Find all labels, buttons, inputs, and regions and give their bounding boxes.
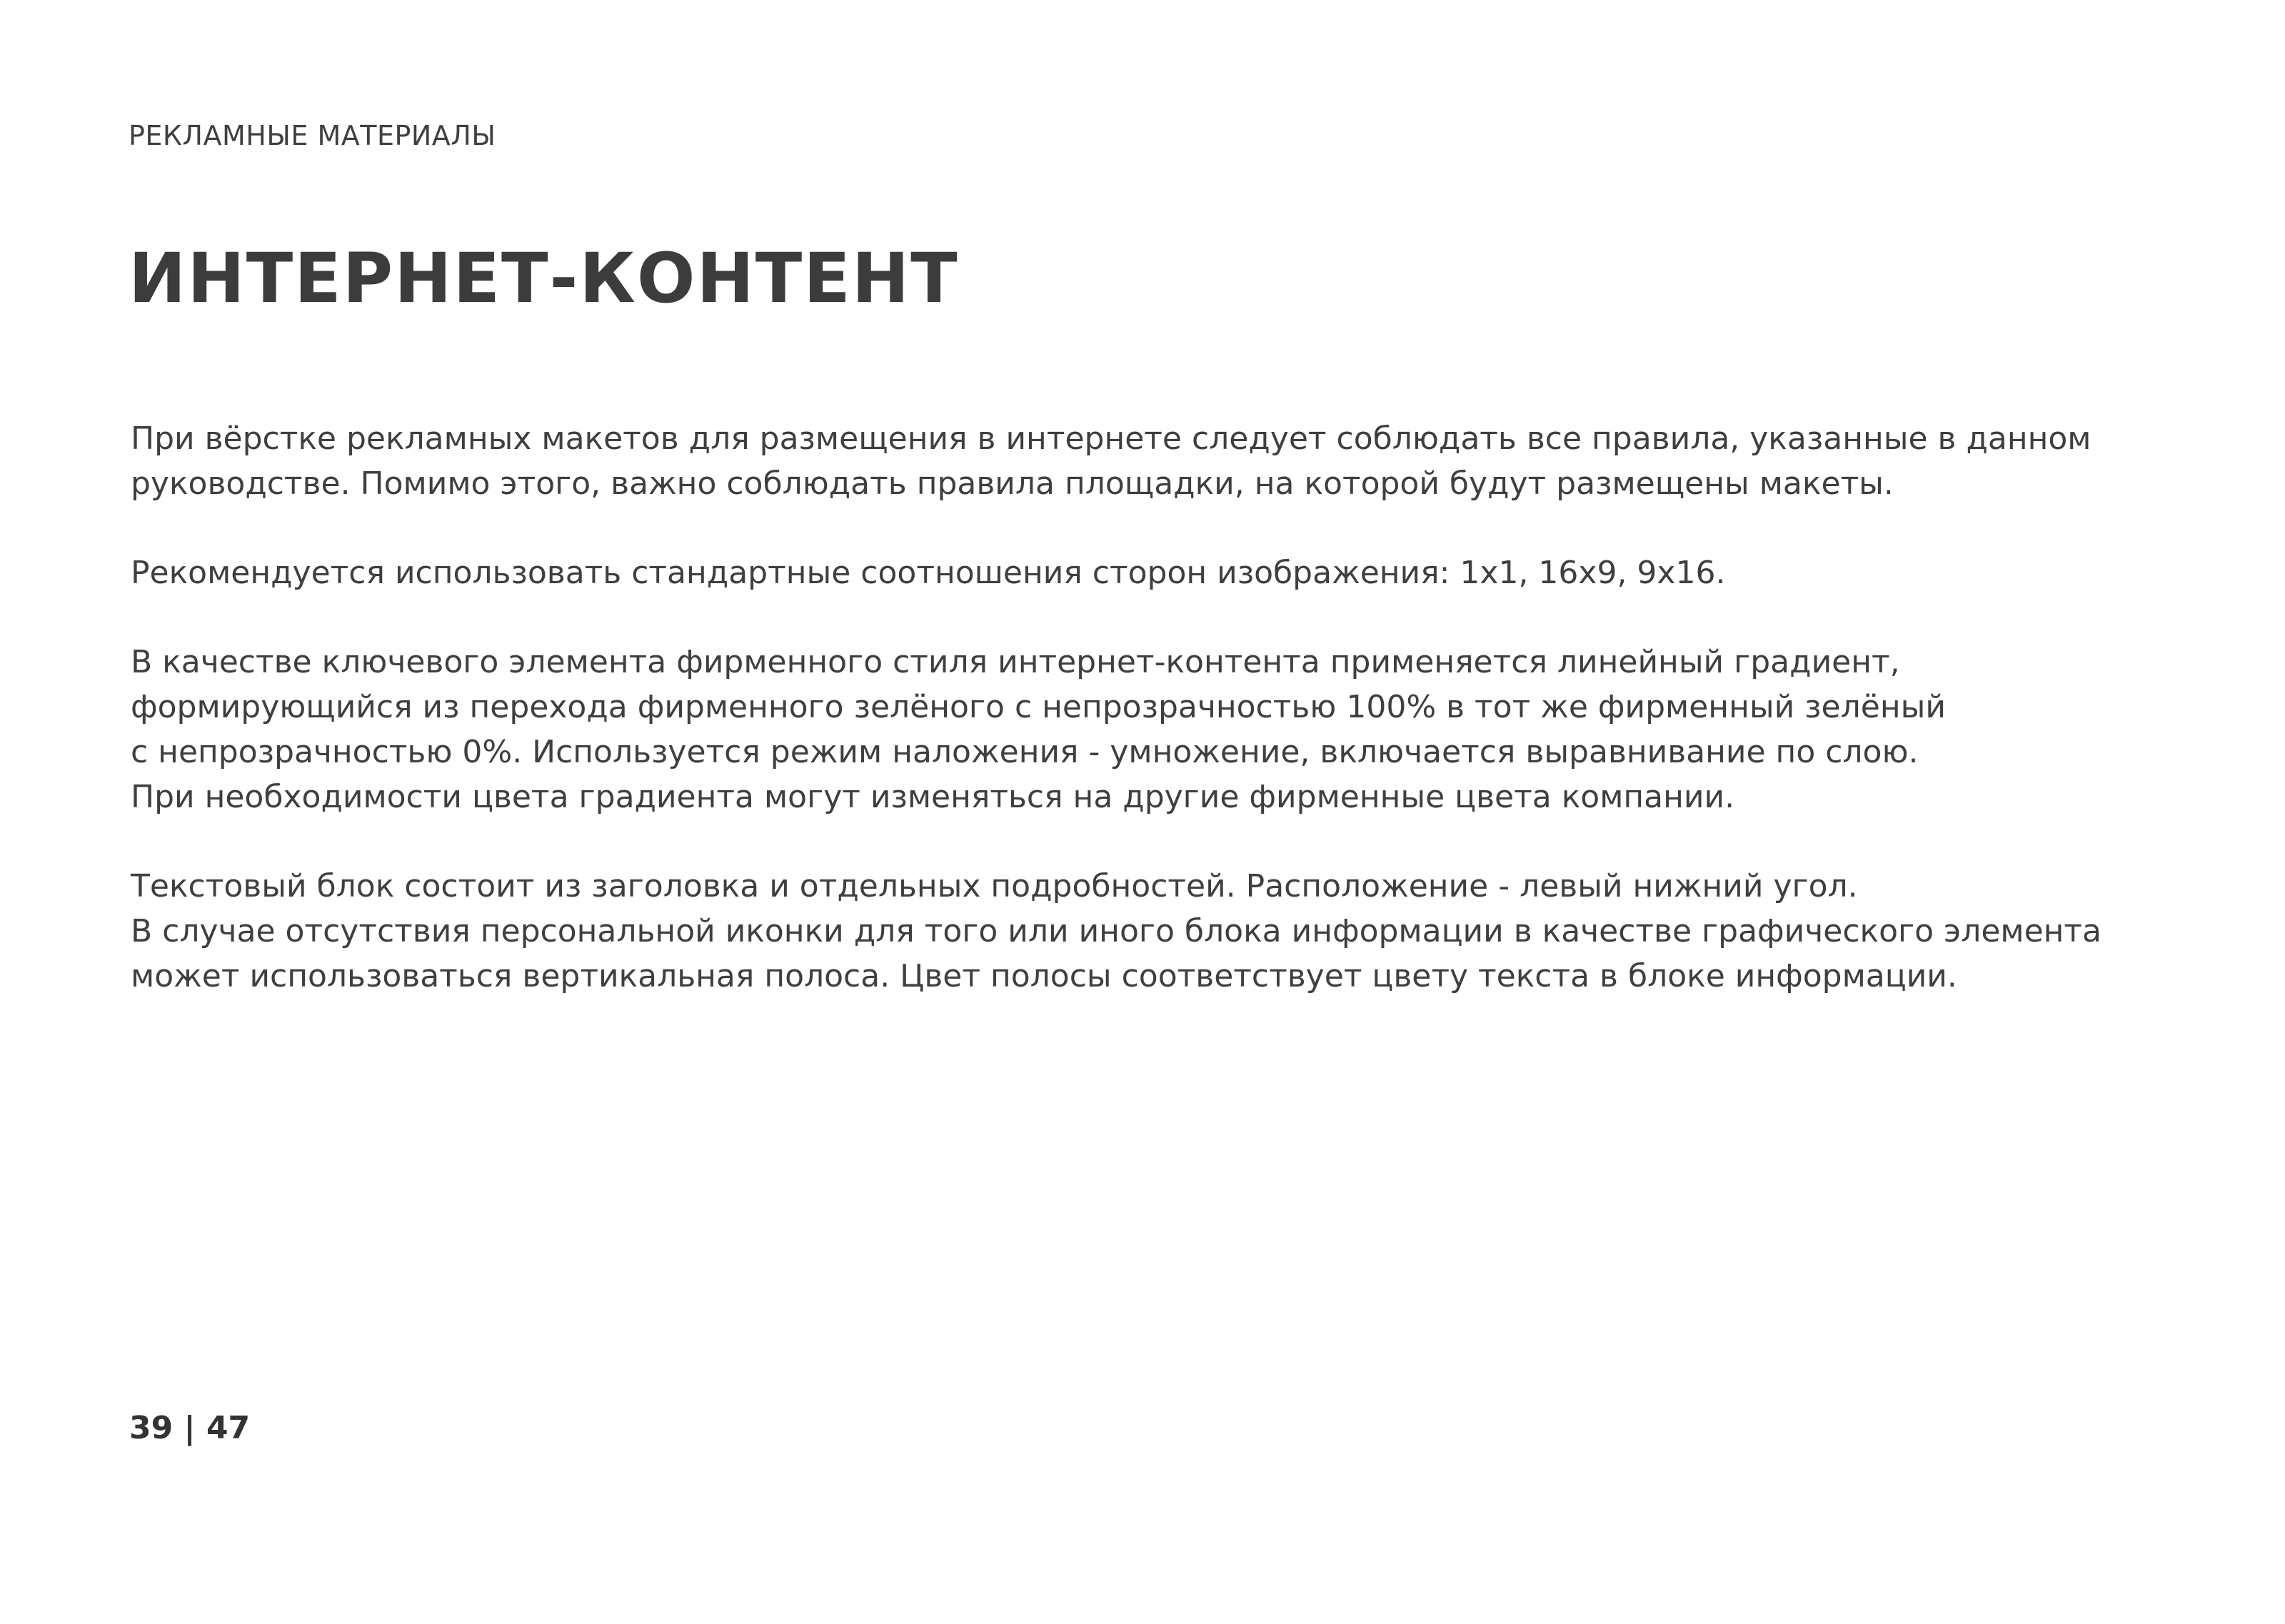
- paragraph-line: может использоваться вертикальная полоса. Цвет полосы соответствует цвету текста в блоке информации.: [131, 958, 1957, 994]
- paragraph-line: В качестве ключевого элемента фирменного стиля интернет-контента применяется линейный градиент,: [131, 644, 1900, 680]
- paragraph-line: Текстовый блок состоит из заголовка и отдельных подробностей. Расположение - левый нижний угол.: [131, 868, 1858, 904]
- paragraph-intro: [131, 416, 2201, 506]
- paragraph-gradient: [131, 640, 2201, 819]
- paragraph-line: Рекомендуется использовать стандартные соотношения сторон изображения: 1х1, 16х9, 9х16.: [131, 555, 1726, 591]
- paragraph-line: руководстве. Помимо этого, важно соблюдать правила площадки, на которой будут размещены макеты.: [131, 465, 1894, 502]
- paragraph-line: с непрозрачностью 0%. Используется режим наложения - умножение, включается выравнивание по слою.: [131, 734, 1919, 770]
- page-number: 39 | 47: [129, 1410, 251, 1446]
- paragraph-line: При вёрстке рекламных макетов для размещения в интернете следует соблюдать все правила, указанные в данном: [131, 420, 2091, 457]
- paragraph-line: формирующийся из перехода фирменного зелёного с непрозрачностью 100% в тот же фирменный зелёный: [131, 689, 1946, 725]
- page-title: ИНТЕРНЕТ-КОНТЕНТ: [129, 238, 959, 318]
- paragraph-aspect-ratios: [131, 550, 2201, 595]
- section-label: РЕКЛАМНЫЕ МАТЕРИАЛЫ: [129, 120, 496, 151]
- paragraph-line: В случае отсутствия персональной иконки для того или иного блока информации в качестве графического элемента: [131, 913, 2102, 949]
- paragraph-line: При необходимости цвета градиента могут изменяться на другие фирменные цвета компании.: [131, 779, 1735, 815]
- body-text: [131, 416, 2201, 1043]
- paragraph-text-block: [131, 864, 2201, 999]
